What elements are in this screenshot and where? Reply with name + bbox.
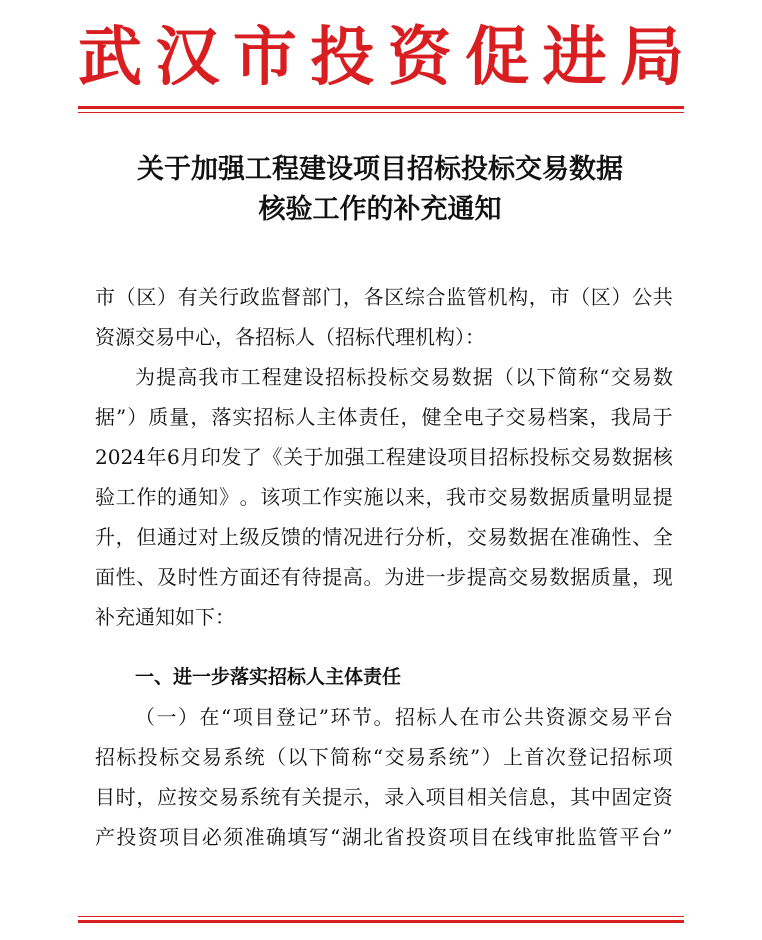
- body-line: 补充通知如下：: [95, 605, 235, 629]
- red-header-rule-thin: [78, 112, 684, 113]
- body-line: 招 标 投 标 交 易 系 统 （ 以 下 简 称 “ 交 易 系 统 ” ） 上 首 次 登 记 招 标 项: [95, 745, 673, 769]
- body-line: 为 提 高 我 市 工 程 建 设 招 标 投 标 交 易 数 据 （ 以 下 简 称 “ 交 易 数: [135, 365, 673, 389]
- body-line: 验 工 作 的 通 知 》 。 该 项 工 作 实 施 以 来 ， 我 市 交 易 数 据 质 量 明 显 提: [95, 485, 673, 509]
- document-title-line-2: 核验工作的补充通知: [258, 194, 502, 225]
- letterhead-char: 促: [465, 21, 530, 95]
- letterhead-char: 武: [78, 21, 142, 95]
- letterhead-char: 进: [542, 21, 607, 95]
- body-line: 目 时 ， 应 按 交 易 系 统 有 关 提 示 ， 录 入 项 目 相 关 信 息 ， 其 中 固 定 资: [95, 785, 673, 809]
- body-line: 资源交易中心，各招标人（招标代理机构）：: [95, 325, 485, 349]
- body-line: （ 一 ） 在 “ 项 目 登 记 ” 环 节 。 招 标 人 在 市 公 共 资 源 交 易 平 台: [135, 705, 673, 729]
- body-line: 据 ” ） 质 量 ， 落 实 招 标 人 主 体 责 任 ， 健 全 电 子 交 易 档 案 ， 我 局 于: [95, 405, 673, 429]
- body-line: 2024 年 6 月 印 发 了 《 关 于 加 强 工 程 建 设 项 目 招 标 投 标 交 易 数 据 核: [95, 445, 673, 469]
- red-header-rule-thick: [78, 106, 684, 109]
- letterhead-char: 投: [310, 21, 375, 95]
- letterhead-char: 局: [619, 21, 684, 95]
- body-line: 市 （ 区 ） 有 关 行 政 监 督 部 门 ， 各 区 综 合 监 管 机 构 ， 市 （ 区 ） 公 共: [95, 285, 673, 309]
- red-footer-rule-thick: [78, 920, 684, 923]
- section-heading: 一、进一步落实招标人主体责任: [135, 666, 402, 688]
- document-title-line-1: 关于加强工程建设项目招标投标交易数据: [137, 154, 623, 185]
- body-line: 面 性 、 及 时 性 方 面 还 有 待 提 高 。 为 进 一 步 提 高 交 易 数 据 质 量 ， 现: [95, 565, 673, 589]
- body-line: 升 ， 但 通 过 对 上 级 反 馈 的 情 况 进 行 分 析 ， 交 易 数 据 在 准 确 性 、 全: [95, 525, 673, 549]
- letterhead-char: 汉: [155, 21, 220, 95]
- letterhead-char: 市: [232, 21, 297, 95]
- letterhead-char: 资: [387, 21, 452, 95]
- red-footer-rule-thin: [78, 916, 684, 917]
- letterhead-title: [78, 22, 684, 94]
- body-line: 产 投 资 项 目 必 须 准 确 填 写 “ 湖 北 省 投 资 项 目 在 线 审 批 监 管 平 台 ”: [95, 825, 673, 849]
